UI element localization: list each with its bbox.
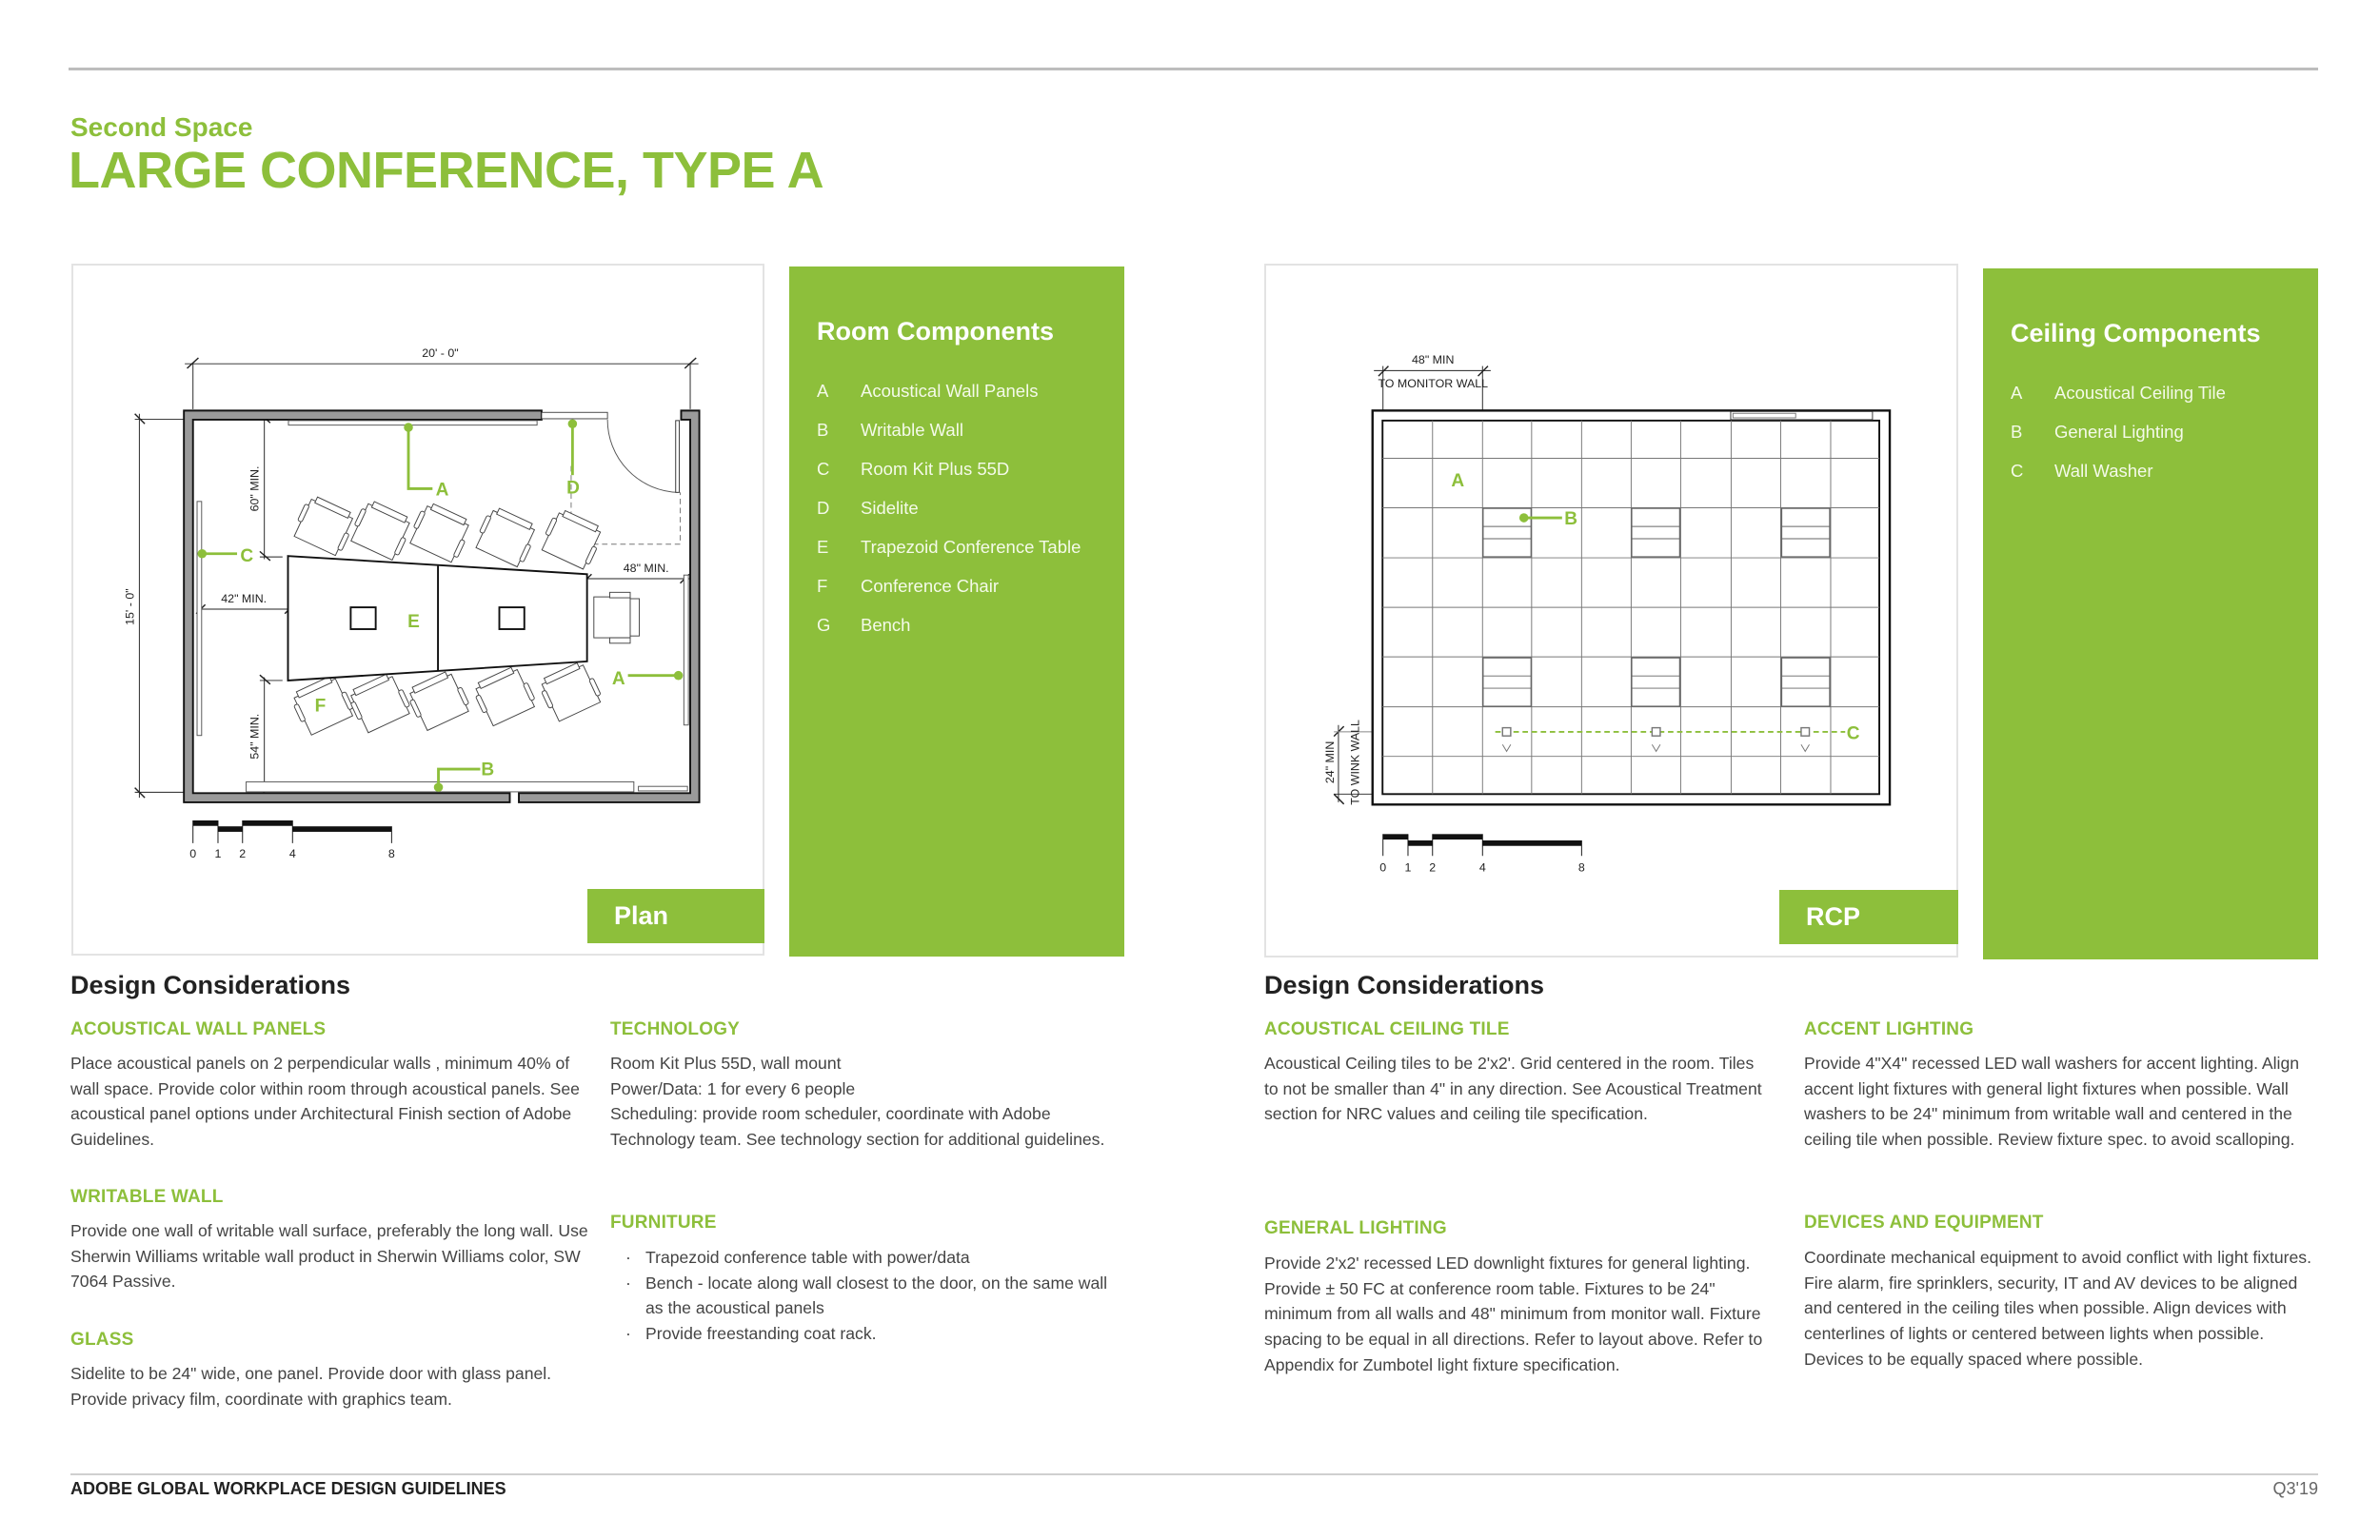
component-key: C bbox=[2011, 461, 2024, 481]
scale-label: 4 bbox=[288, 847, 296, 861]
component-label: Sidelite bbox=[861, 498, 919, 518]
component-key: C bbox=[817, 459, 830, 479]
leader-label-c: C bbox=[240, 545, 254, 566]
component-label: Wall Washer bbox=[2054, 461, 2153, 481]
conference-chair bbox=[539, 507, 605, 571]
floor-plan-drawing bbox=[67, 257, 771, 961]
general-lighting-text: Provide 2'x2' recessed LED downlight fixtures for general lighting. Provide ± 50 FC at conference room table. Fixtures to be 24" minimum from all walls and 48" minimum from monitor wall. Fixture spacing to be equal in all directions. Refer to layout above. Refer to Appendix for Zumbotel light fixture specification. bbox=[1264, 1254, 1763, 1374]
scale-label: 2 bbox=[239, 847, 247, 861]
conference-chair bbox=[537, 660, 604, 723]
door-leaf bbox=[676, 421, 680, 492]
room-kit-display bbox=[197, 502, 202, 736]
glass-heading: GLASS bbox=[70, 1330, 134, 1350]
conference-chair bbox=[291, 494, 358, 558]
power-data-box bbox=[350, 607, 375, 629]
component-label: Acoustical Ceiling Tile bbox=[2054, 383, 2226, 403]
accent-lighting-heading: ACCENT LIGHTING bbox=[1804, 1019, 1974, 1039]
rcp-label-c: C bbox=[1846, 723, 1860, 744]
general-lighting-heading: GENERAL LIGHTING bbox=[1264, 1218, 1447, 1238]
footer-rule bbox=[70, 1473, 2318, 1475]
scale-label: 1 bbox=[1404, 860, 1412, 875]
acoustic-panels-top bbox=[288, 421, 537, 425]
acoustic-panels-right bbox=[684, 575, 688, 725]
bench bbox=[639, 786, 688, 791]
component-key: B bbox=[817, 420, 829, 440]
ceiling-components-title: Ceiling Components bbox=[2011, 319, 2261, 347]
component-label: Conference Chair bbox=[861, 576, 999, 596]
scale-label: 0 bbox=[1379, 860, 1387, 875]
dim-24-min-label: 24" MIN bbox=[1323, 740, 1338, 784]
writable-wall-text: Provide one wall of writable wall surface, preferably the long wall. Use Sherwin Williams writable wall product in Sherwin Williams color, SW 7064 Passive. bbox=[70, 1221, 588, 1292]
glass-text: Sidelite to be 24" wide, one panel. Provide door with glass panel. Provide privacy film, coordinate with graphics team. bbox=[70, 1364, 552, 1409]
writable-wall-heading: WRITABLE WALL bbox=[70, 1187, 224, 1207]
furniture-item: · Provide freestanding coat rack. bbox=[610, 1321, 1124, 1347]
light-fixture bbox=[1781, 508, 1830, 557]
light-fixture bbox=[1632, 508, 1680, 557]
room-components-box bbox=[789, 267, 1124, 957]
acoustical-ceiling-tile-text: Acoustical Ceiling tiles to be 2'x2'. Grid centered in the room. Tiles to not be smaller than 4" in any direction. See Acoustical Treatment section for NRC values and ceiling tile specification. bbox=[1264, 1054, 1762, 1124]
accent-lighting-text: Provide 4"X4" recessed LED wall washers for accent lighting. Align accent light fixtures with general light fixtures when possible. Wall washers to be 24" minimum from writable wall and centered in the ceiling tile when possible. Review fixture spec. to avoid scalloping. bbox=[1804, 1054, 2300, 1150]
dim-60-label: 60" MIN. bbox=[248, 465, 262, 512]
design-considerations-heading-rcp: Design Considerations bbox=[1264, 971, 1545, 999]
design-considerations-heading: Design Considerations bbox=[70, 971, 351, 999]
furniture-item: · Bench - locate along wall closest to the door, on the same wall as the acoustical panels bbox=[610, 1271, 1124, 1321]
component-label: Acoustical Wall Panels bbox=[861, 381, 1039, 401]
light-fixture bbox=[1632, 658, 1680, 706]
scale-bar bbox=[193, 820, 392, 843]
furniture-item: · Trapezoid conference table with power/data bbox=[610, 1245, 1124, 1271]
component-label: Room Kit Plus 55D bbox=[861, 459, 1010, 479]
scale-bar bbox=[1383, 834, 1582, 856]
scale-label: 8 bbox=[1577, 860, 1585, 875]
scale-label: 4 bbox=[1478, 860, 1486, 875]
dim-42-label: 42" MIN. bbox=[221, 591, 268, 605]
acoustical-wall-panels-text: Place acoustical panels on 2 perpendicular walls , minimum 40% of wall space. Provide color within room through acoustical panels. See acoustical panel options under Architectural Finish section of Adobe Guidelines. bbox=[70, 1054, 580, 1150]
scale-label: 8 bbox=[387, 847, 395, 861]
rcp-panel bbox=[1264, 264, 1958, 958]
conference-chair bbox=[347, 498, 414, 562]
leader-label-d: D bbox=[566, 478, 580, 499]
footer-title: ADOBE GLOBAL WORKPLACE DESIGN GUIDELINES bbox=[70, 1479, 506, 1498]
conference-chair bbox=[346, 671, 412, 735]
devices-equipment-text: Coordinate mechanical equipment to avoid conflict with light fixtures. Fire alarm, fire sprinklers, security, IT and AV devices to be aligned and centered in the ceiling tiles when possible. Align devices with centerlines of lights or centered between lights when possible. Devices to be equally spaced where possible. bbox=[1804, 1248, 2311, 1369]
technology-line: Power/Data: 1 for every 6 people bbox=[610, 1078, 856, 1098]
light-fixture bbox=[1781, 658, 1830, 706]
conference-chair bbox=[471, 664, 538, 728]
sidelite bbox=[542, 412, 607, 419]
reflected-ceiling-plan-drawing bbox=[1257, 257, 1961, 961]
technology-line: Scheduling: provide room scheduler, coordinate with Adobe Technology team. See technology section for additional guidelines. bbox=[610, 1104, 1105, 1150]
page-title: LARGE CONFERENCE, TYPE A bbox=[69, 142, 824, 199]
component-key: A bbox=[2011, 383, 2023, 403]
dim-width-label: 20' - 0" bbox=[422, 346, 459, 361]
section-subtitle: Second Space bbox=[70, 112, 253, 142]
furniture-heading: FURNITURE bbox=[610, 1213, 717, 1233]
to-wink-wall-label: TO WINK WALL bbox=[1348, 720, 1362, 805]
label-e: E bbox=[407, 612, 420, 633]
rcp-label-a: A bbox=[1451, 471, 1465, 492]
component-key: D bbox=[817, 498, 830, 518]
top-rule bbox=[69, 68, 2318, 70]
technology-line: Room Kit Plus 55D, wall mount bbox=[610, 1054, 842, 1073]
ceiling-components-box bbox=[1983, 268, 2318, 959]
furniture-list bbox=[610, 1245, 1124, 1347]
room-components-title: Room Components bbox=[817, 317, 1054, 346]
component-key: F bbox=[817, 576, 828, 596]
dim-54-label: 54" MIN. bbox=[248, 713, 262, 760]
rcp-label-b: B bbox=[1564, 509, 1577, 530]
conference-chair bbox=[473, 504, 540, 568]
dim-48-min-label: 48" MIN bbox=[1412, 353, 1455, 367]
end-chair bbox=[594, 592, 640, 642]
acoustical-wall-panels-heading: ACOUSTICAL WALL PANELS bbox=[70, 1019, 327, 1039]
component-label: Trapezoid Conference Table bbox=[861, 537, 1081, 557]
dim-depth-label: 15' - 0" bbox=[123, 588, 137, 625]
rcp-tag: RCP bbox=[1779, 890, 1958, 944]
technology-heading: TECHNOLOGY bbox=[610, 1019, 741, 1039]
acoustical-ceiling-tile-heading: ACOUSTICAL CEILING TILE bbox=[1264, 1019, 1510, 1039]
plan-tag: Plan bbox=[587, 889, 764, 943]
component-label: Bench bbox=[861, 615, 911, 635]
technology-text bbox=[610, 1051, 1124, 1153]
scale-label: 2 bbox=[1429, 860, 1437, 875]
component-label: General Lighting bbox=[2054, 422, 2184, 442]
dim-48-label: 48" MIN. bbox=[623, 561, 669, 575]
leader-label-a-right: A bbox=[611, 668, 625, 689]
power-data-box bbox=[500, 607, 525, 629]
door-swing bbox=[607, 420, 678, 492]
component-key: E bbox=[817, 537, 829, 557]
component-key: B bbox=[2011, 422, 2023, 442]
scale-label: 1 bbox=[214, 847, 222, 861]
light-fixture bbox=[1483, 658, 1532, 706]
scale-label: 0 bbox=[189, 847, 197, 861]
conference-chair bbox=[407, 501, 473, 564]
leader-label-b: B bbox=[481, 760, 495, 780]
plan-panel bbox=[71, 264, 764, 956]
to-monitor-wall-label: TO MONITOR WALL bbox=[1378, 377, 1489, 391]
conference-chair bbox=[405, 668, 471, 732]
component-key: G bbox=[817, 615, 831, 635]
footer-date: Q3'19 bbox=[2272, 1479, 2318, 1498]
devices-equipment-heading: DEVICES AND EQUIPMENT bbox=[1804, 1213, 2044, 1233]
component-label: Writable Wall bbox=[861, 420, 963, 440]
label-f: F bbox=[314, 696, 327, 717]
leader-label-a: A bbox=[435, 480, 449, 501]
component-key: A bbox=[817, 381, 829, 401]
